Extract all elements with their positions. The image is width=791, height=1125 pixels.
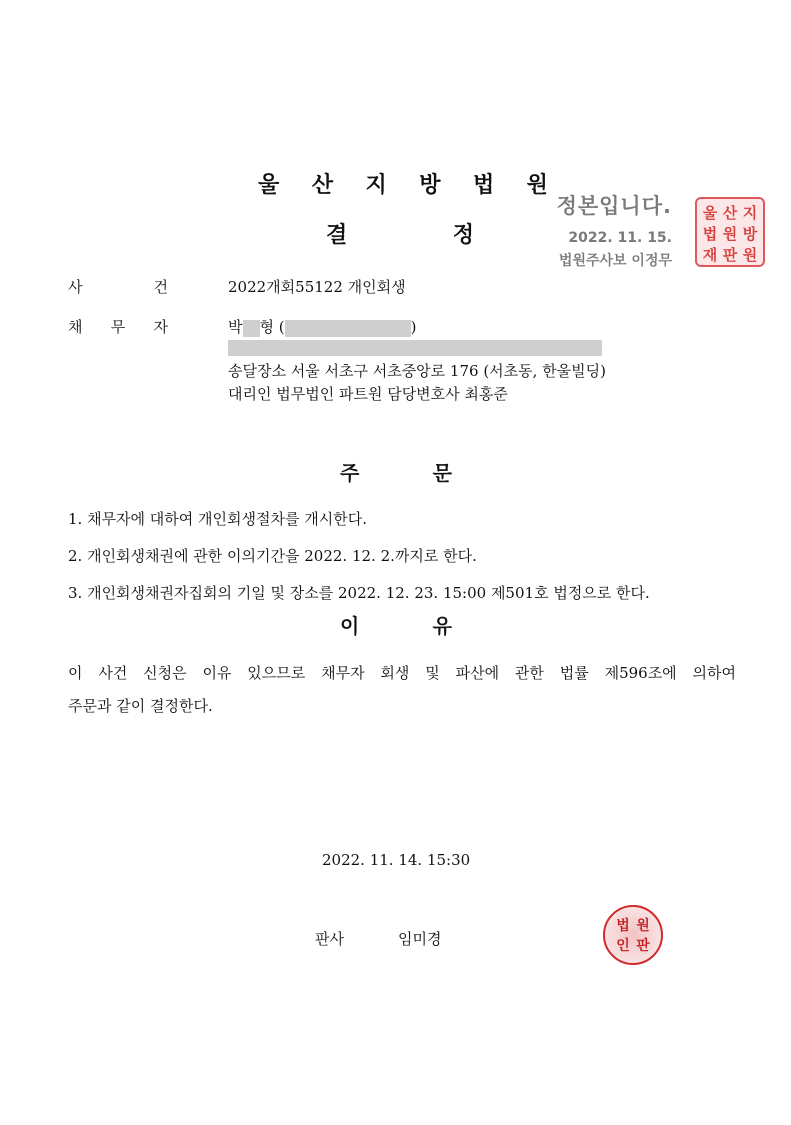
- redaction-block: [228, 340, 602, 356]
- court-seal-square: [695, 197, 765, 267]
- seal-char: 법: [702, 225, 718, 243]
- seal-char: 원: [636, 918, 650, 934]
- debtor-name-first: 박: [228, 318, 243, 336]
- court-name-char: 지: [365, 173, 387, 198]
- reason-text: [68, 662, 736, 716]
- court-name-char: 원: [526, 173, 548, 198]
- seal-char: 원: [742, 246, 758, 264]
- order-item: 3. 개인회생채권자집회의 기일 및 장소를 2022. 12. 23. 15:00 제501호 법정으로 한다.: [68, 584, 650, 602]
- reason-line-2: 주문과 같이 결정한다.: [68, 697, 213, 715]
- certified-copy-label: 정본입니다.: [556, 194, 672, 218]
- decision-date: 2022. 11. 14. 15:30: [322, 851, 471, 869]
- order-heading-char: 주: [340, 461, 360, 485]
- judge-title: 판사: [315, 930, 344, 948]
- seal-char: 판: [722, 246, 738, 264]
- seal-char: 재: [702, 246, 718, 264]
- debtor-name: [228, 316, 417, 337]
- certified-copy-date: 2022. 11. 15.: [568, 230, 672, 246]
- paren-close: ): [410, 318, 417, 336]
- seal-char: 원: [722, 225, 738, 243]
- certified-copy-clerk: 법원주사보 이정무: [558, 253, 672, 269]
- seal-char: 법: [616, 918, 630, 934]
- order-item: 1. 채무자에 대하여 개인회생절차를 개시한다.: [68, 510, 367, 528]
- certified-copy-stamp: [530, 190, 672, 270]
- redacted-address: [228, 340, 602, 356]
- case-label-char: 건: [153, 278, 168, 296]
- judge-name: 임미경: [398, 930, 442, 948]
- reason-heading: [340, 610, 452, 639]
- order-heading-char: 문: [432, 461, 452, 485]
- debtor-label-char: 자: [153, 318, 168, 336]
- reason-line-1: 이 사건 신청은 이유 있으므로 채무자 회생 및 파산에 관한 법률 제596조에 의하여: [68, 664, 736, 682]
- reason-heading-char: 이: [340, 614, 360, 638]
- service-address: 송달장소 서울 서초구 서초중앙로 176 (서초동, 한울빌딩): [228, 362, 607, 380]
- case-label: [68, 276, 168, 297]
- court-name: [258, 168, 548, 199]
- order-list: [68, 508, 736, 619]
- document-type-char: 결: [326, 223, 348, 248]
- court-name-char: 산: [311, 173, 333, 198]
- debtor-name-last: 형: [259, 318, 274, 336]
- seal-char: 인: [616, 938, 630, 954]
- judge-seal-round: [603, 905, 663, 965]
- debtor-label: [68, 316, 168, 337]
- reason-heading-char: 유: [432, 614, 452, 638]
- seal-char: 판: [636, 938, 650, 954]
- document-type-char: 정: [452, 223, 474, 248]
- debtor-label-char: 채: [68, 318, 83, 336]
- legal-agent: 대리인 법무법인 파트원 담당변호사 최홍준: [228, 385, 508, 403]
- debtor-label-char: 무: [110, 318, 126, 336]
- order-item: 2. 개인회생채권에 관한 이의기간을 2022. 12. 2.까지로 한다.: [68, 547, 477, 565]
- court-name-char: 법: [472, 173, 495, 198]
- seal-char: 산: [722, 204, 738, 222]
- paren-open: (: [278, 318, 285, 336]
- seal-char: 울: [702, 204, 718, 222]
- order-heading: [340, 457, 452, 486]
- seal-char: 방: [742, 225, 758, 243]
- case-label-char: 사: [68, 278, 83, 296]
- document-type: [326, 218, 474, 249]
- redaction-block: [285, 320, 411, 337]
- case-number: 2022개회55122 개인회생: [228, 278, 406, 296]
- court-name-char: 방: [419, 173, 441, 198]
- court-name-char: 울: [258, 173, 280, 198]
- redaction-block: [243, 320, 260, 337]
- seal-char: 지: [742, 204, 758, 222]
